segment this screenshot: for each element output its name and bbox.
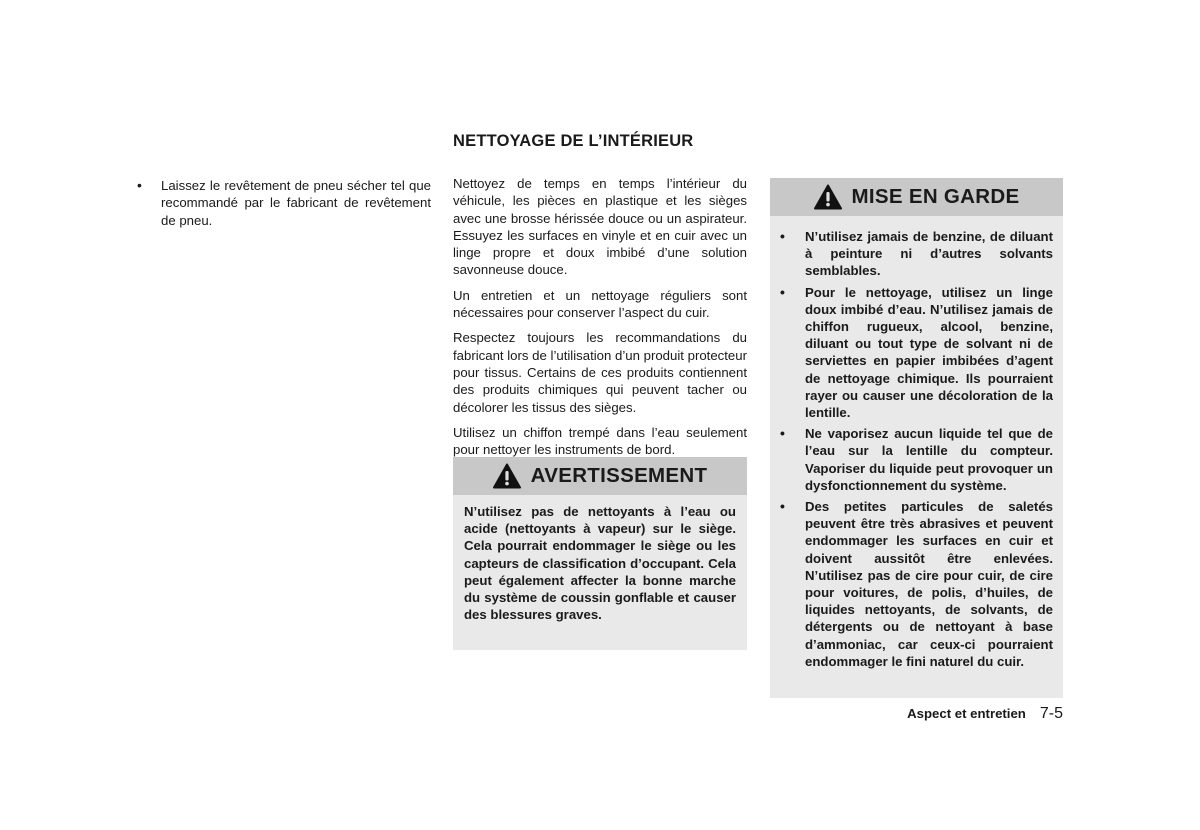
list-item: • Laissez le revêtement de pneu sécher tel que recommandé par le fabricant de revêtement de pneu. <box>137 177 431 229</box>
caution-box <box>770 178 1063 698</box>
paragraph: Respectez toujours les recommandations du fabricant lors de l’utilisation d’un produit protecteur pour tissus. Certains de ces produits contiennent des produits chimiques qui peuvent tacher ou décolorer les tissus des sièges. <box>453 330 747 415</box>
warning-box-header <box>453 457 747 495</box>
caution-box-header <box>770 178 1063 216</box>
paragraph: Un entretien et un nettoyage réguliers sont nécessaires pour conserver l’aspect du cuir. <box>453 287 747 321</box>
page-number: 7-5 <box>1039 705 1063 722</box>
footer-section-title: Aspect et entretien <box>907 706 1026 721</box>
list-item: • Pour le nettoyage, utilisez un linge doux imbibé d’eau. N’utilisez jamais de chiffon rugueux, alcool, benzine, diluant ou tout type de solvant ni de serviettes en papier imbibées d’agent de nettoyage chimique. Ils pourraient rayer ou causer une décoloration de la lentille. <box>780 284 1053 422</box>
list-item: • Des petites particules de saletés peuvent être très abrasives et peuvent endommager les surfaces en cuir et doivent aussitôt être enlevées. N’utilisez pas de cire pour cuir, de cire pour voitures, de polis, d’huiles, de liquides nettoyants, de solvants, de détergents ou de nettoyant à base d’ammoniac, car ceux-ci pourraient endommager le fini naturel du cuir. <box>780 498 1053 670</box>
warning-body: N’utilisez pas de nettoyants à l’eau ou acide (nettoyants à vapeur) sur le siège. Cela pourrait endommager le siège ou les capteurs de classification d’occupant. Cela peut également affecter la bonne marche du système de coussin gonflable et causer des blessures graves. <box>464 504 736 623</box>
caution-title: MISE EN GARDE <box>851 185 1020 208</box>
section-heading: NETTOYAGE DE L’INTÉRIEUR <box>453 132 694 150</box>
warning-triangle-icon <box>814 184 842 210</box>
warning-box <box>453 457 747 650</box>
list-item: • N’utilisez jamais de benzine, de diluant à peinture ni d’autres solvants semblables. <box>780 228 1053 280</box>
warning-triangle-icon <box>493 463 521 489</box>
middle-column <box>453 175 747 466</box>
left-bullet-list <box>137 177 431 229</box>
paragraph: Nettoyez de temps en temps l’intérieur du véhicule, les pièces en plastique et les sièges avec une brosse hérissée douce ou un aspirateur. Essuyez les surfaces en vinyle et en cuir avec un linge propre et doux imbibé d’une solution savonneuse douce. <box>453 176 747 278</box>
list-item: • Ne vaporisez aucun liquide tel que de l’eau sur la lentille du compteur. Vaporiser du liquide peut provoquer un dysfonctionnement du système. <box>780 425 1053 494</box>
paragraph: Utilisez un chiffon trempé dans l’eau seulement pour nettoyer les instruments de bord. <box>453 424 747 458</box>
caution-bullet-list <box>780 228 1053 670</box>
page-footer <box>907 705 1063 723</box>
caution-body <box>770 216 1063 670</box>
warning-title: AVERTISSEMENT <box>530 464 708 487</box>
left-column <box>137 177 431 229</box>
